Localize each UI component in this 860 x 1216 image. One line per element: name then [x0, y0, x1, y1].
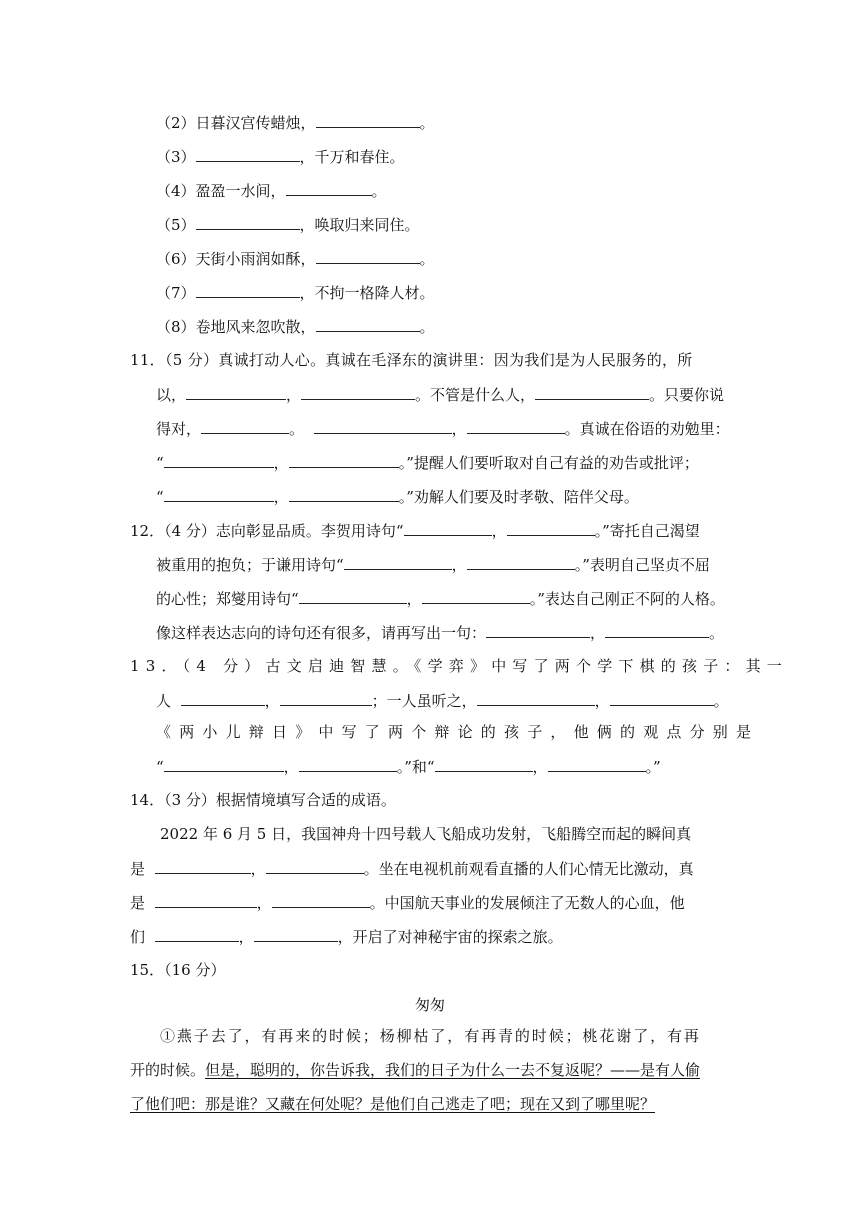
q14-line-c: 是 ， 。坐在电视机前观看直播的人们心情无比激动，真 [130, 860, 694, 878]
answer-blank[interactable] [316, 112, 420, 128]
passage-title: 匆匆 [414, 996, 445, 1014]
answer-blank[interactable] [155, 926, 239, 942]
answer-blank[interactable] [404, 520, 492, 536]
answer-blank[interactable] [316, 248, 420, 264]
underlined-sentence: 但是，聪明的，你告诉我，我们的日子为什么一去不复返呢？——是有人偷 [205, 1061, 701, 1079]
answer-blank[interactable] [289, 452, 399, 468]
answer-blank[interactable] [314, 418, 452, 434]
answer-blank[interactable] [467, 554, 575, 570]
q11-line-e: “ ， 。”劝解人们要及时孝敬、陪伴父母。 [156, 488, 639, 506]
q12-line-b: 被重用的抱负；于谦用诗句“ ， 。”表明自己坚贞不屈 [156, 556, 710, 574]
answer-blank[interactable] [535, 384, 649, 400]
passage-paragraph-1: ①燕子去了，有再来的时候；杨柳枯了，有再青的时候；桃花谢了，有再 [160, 1027, 701, 1045]
underlined-sentence: 了他们吧：那是谁？又藏在何处呢？是他们自己逃走了吧；现在又到了哪里呢？ [130, 1095, 656, 1113]
answer-blank[interactable] [196, 146, 300, 162]
q15-line-a: 15．（16 分） [130, 961, 226, 979]
answer-blank[interactable] [548, 756, 646, 772]
q13-line-b: 人 ， ；一人虽听之， ， 。 [156, 692, 729, 710]
q13-line-c: 《两小儿辩日》中写了两个辩论的孩子，他俩的观点分别是 [156, 723, 760, 741]
q14-line-e: 们 ， ，开启了对神秘宇宙的探索之旅。 [130, 928, 563, 946]
answer-blank[interactable] [164, 486, 274, 502]
answer-blank[interactable] [289, 486, 399, 502]
answer-blank[interactable] [422, 588, 530, 604]
q11-line-a: 11．（5 分）真诚打动人心。真诚在毛泽东的演讲里：因为我们是为人民服务的，所 [130, 351, 693, 369]
answer-blank[interactable] [610, 690, 714, 706]
q11-line-d: “ ， 。”提醒人们要听取对自己有益的劝告或批评； [156, 454, 699, 472]
answer-blank[interactable] [181, 690, 265, 706]
answer-blank[interactable] [186, 384, 286, 400]
answer-blank[interactable] [299, 756, 397, 772]
answer-blank[interactable] [272, 892, 370, 908]
answer-blank[interactable] [254, 926, 338, 942]
answer-blank[interactable] [201, 418, 289, 434]
answer-blank[interactable] [155, 892, 257, 908]
q10-line-2: （2）日暮汉宫传蜡烛， 。 [156, 114, 435, 132]
answer-blank[interactable] [507, 520, 595, 536]
q12-line-d: 像这样表达志向的诗句还有很多，请再写出一句： ， 。 [156, 624, 725, 642]
answer-blank[interactable] [316, 316, 420, 332]
q13-line-a: 13．（4 分）古文启迪智慧。《学弈》中写了两个学下棋的孩子：其一 [130, 657, 789, 675]
answer-blank[interactable] [164, 756, 284, 772]
passage-paragraph-1-end [130, 1094, 655, 1114]
q10-line-5: （5） ，唤取归来同住。 [156, 216, 420, 234]
answer-blank[interactable] [299, 588, 407, 604]
answer-blank[interactable] [266, 858, 364, 874]
q10-line-8: （8）卷地风来忽吹散， 。 [156, 318, 435, 336]
answer-blank[interactable] [344, 554, 452, 570]
answer-blank[interactable] [435, 756, 533, 772]
q10-line-3: （3） ，千万和春住。 [156, 148, 405, 166]
answer-blank[interactable] [605, 622, 709, 638]
q11-line-c: 得对， 。 ， 。真诚在俗语的劝勉里： [156, 420, 730, 438]
passage-paragraph-1-cont: 开的时候。但是，聪明的，你告诉我，我们的日子为什么一去不复返呢？——是有人偷 [130, 1061, 701, 1079]
q10-line-4: （4）盈盈一水间， 。 [156, 182, 387, 200]
answer-blank[interactable] [477, 690, 595, 706]
answer-blank[interactable] [486, 622, 590, 638]
q14-line-d: 是 ， 。中国航天事业的发展倾注了无数人的心血，他 [130, 894, 685, 912]
q12-line-a: 12．（4 分）志向彰显品质。李贺用诗句“ ， 。”寄托自己渴望 [130, 522, 700, 540]
answer-blank[interactable] [155, 858, 251, 874]
answer-blank[interactable] [286, 180, 372, 196]
q11-line-b: 以， ， 。不管是什么人， 。只要你说 [156, 386, 725, 404]
answer-blank[interactable] [301, 384, 415, 400]
q10-line-6: （6）天街小雨润如酥， 。 [156, 250, 435, 268]
q14-line-a: 14．（3 分）根据情境填写合适的成语。 [130, 791, 396, 809]
q13-line-d: “ ， 。”和“ ， 。” [156, 758, 661, 776]
answer-blank[interactable] [196, 282, 300, 298]
answer-blank[interactable] [196, 214, 300, 230]
q12-line-c: 的心性；郑燮用诗句“ ， 。”表达自己刚正不阿的人格。 [156, 590, 725, 608]
answer-blank[interactable] [164, 452, 274, 468]
answer-blank[interactable] [280, 690, 372, 706]
q14-line-b: 2022 年 6 月 5 日，我国神舟十四号载人飞船成功发射，飞船腾空而起的瞬间真 [160, 825, 692, 843]
q10-line-7: （7） ，不拘一格降人材。 [156, 284, 435, 302]
answer-blank[interactable] [467, 418, 565, 434]
